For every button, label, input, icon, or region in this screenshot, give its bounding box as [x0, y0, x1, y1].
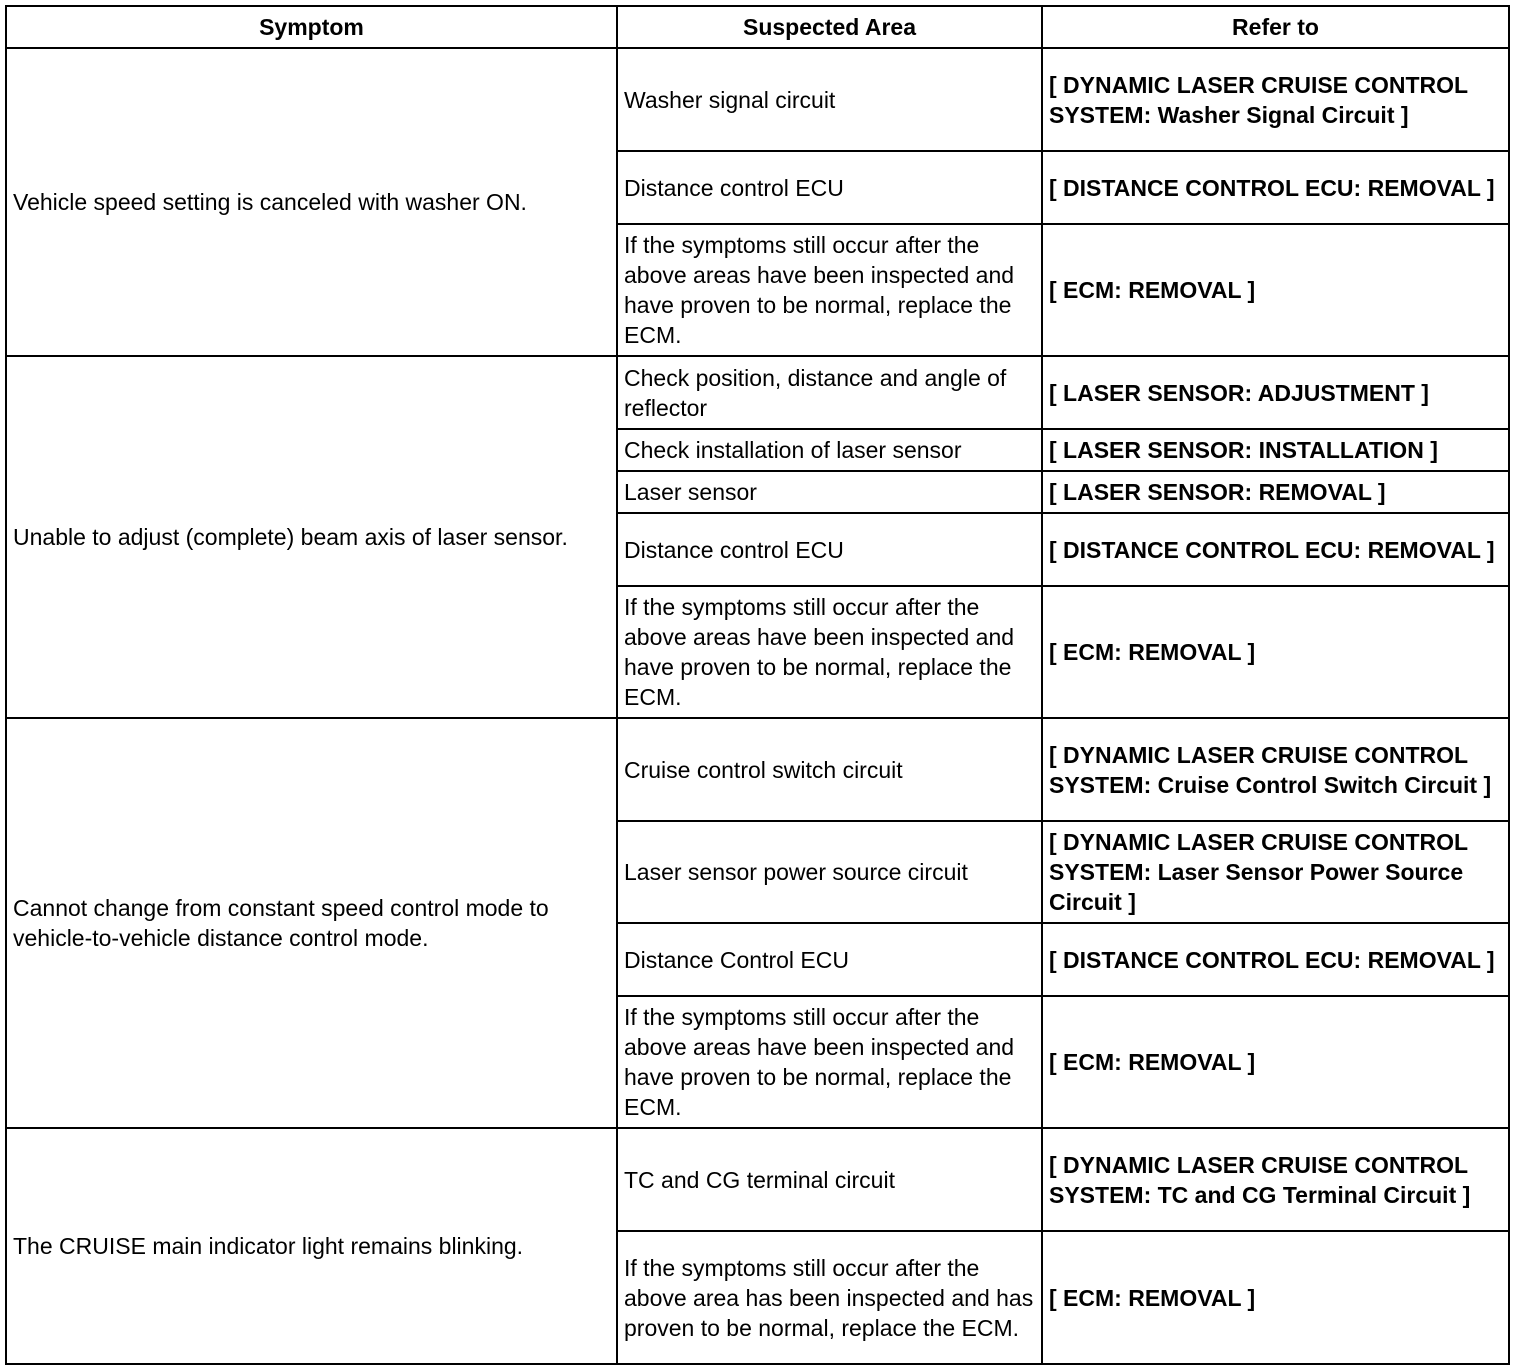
refer-to-cell: [ ECM: REMOVAL ] [1042, 1231, 1509, 1364]
suspected-area-cell: If the symptoms still occur after the above area has been inspected and has proven to be normal, replace the ECM. [617, 1231, 1042, 1364]
suspected-area-cell: TC and CG terminal circuit [617, 1128, 1042, 1231]
refer-to-cell: [ DYNAMIC LASER CRUISE CONTROL SYSTEM: Cruise Control Switch Circuit ] [1042, 718, 1509, 821]
refer-to-cell: [ LASER SENSOR: INSTALLATION ] [1042, 429, 1509, 471]
suspected-area-cell: Distance control ECU [617, 513, 1042, 586]
suspected-area-cell: Distance Control ECU [617, 923, 1042, 996]
refer-to-cell: [ ECM: REMOVAL ] [1042, 586, 1509, 718]
header-refer-to: Refer to [1042, 6, 1509, 48]
suspected-area-cell: Check position, distance and angle of reflector [617, 356, 1042, 429]
suspected-area-cell: Cruise control switch circuit [617, 718, 1042, 821]
table-row [6, 48, 1509, 151]
symptom-cell: Cannot change from constant speed control mode to vehicle-to-vehicle distance control mode. [6, 718, 617, 1128]
refer-to-cell: [ LASER SENSOR: REMOVAL ] [1042, 471, 1509, 513]
refer-to-cell: [ DYNAMIC LASER CRUISE CONTROL SYSTEM: Washer Signal Circuit ] [1042, 48, 1509, 151]
refer-to-cell: [ DISTANCE CONTROL ECU: REMOVAL ] [1042, 151, 1509, 224]
suspected-area-cell: Laser sensor [617, 471, 1042, 513]
suspected-area-cell: Distance control ECU [617, 151, 1042, 224]
refer-to-cell: [ DISTANCE CONTROL ECU: REMOVAL ] [1042, 513, 1509, 586]
header-symptom: Symptom [6, 6, 617, 48]
symptom-cell: The CRUISE main indicator light remains blinking. [6, 1128, 617, 1364]
symptom-table [5, 5, 1510, 1365]
refer-to-cell: [ DYNAMIC LASER CRUISE CONTROL SYSTEM: TC and CG Terminal Circuit ] [1042, 1128, 1509, 1231]
suspected-area-cell: If the symptoms still occur after the above areas have been inspected and have proven to be normal, replace the ECM. [617, 224, 1042, 356]
table-row [6, 718, 1509, 821]
suspected-area-cell: Washer signal circuit [617, 48, 1042, 151]
symptom-cell: Vehicle speed setting is canceled with washer ON. [6, 48, 617, 356]
table-row [6, 356, 1509, 429]
header-suspected-area: Suspected Area [617, 6, 1042, 48]
table-row [6, 1128, 1509, 1231]
refer-to-cell: [ LASER SENSOR: ADJUSTMENT ] [1042, 356, 1509, 429]
suspected-area-cell: If the symptoms still occur after the above areas have been inspected and have proven to be normal, replace the ECM. [617, 996, 1042, 1128]
refer-to-cell: [ DYNAMIC LASER CRUISE CONTROL SYSTEM: Laser Sensor Power Source Circuit ] [1042, 821, 1509, 923]
refer-to-cell: [ ECM: REMOVAL ] [1042, 224, 1509, 356]
suspected-area-cell: Laser sensor power source circuit [617, 821, 1042, 923]
suspected-area-cell: If the symptoms still occur after the above areas have been inspected and have proven to be normal, replace the ECM. [617, 586, 1042, 718]
refer-to-cell: [ DISTANCE CONTROL ECU: REMOVAL ] [1042, 923, 1509, 996]
header-row [6, 6, 1509, 48]
suspected-area-cell: Check installation of laser sensor [617, 429, 1042, 471]
refer-to-cell: [ ECM: REMOVAL ] [1042, 996, 1509, 1128]
symptom-cell: Unable to adjust (complete) beam axis of laser sensor. [6, 356, 617, 718]
